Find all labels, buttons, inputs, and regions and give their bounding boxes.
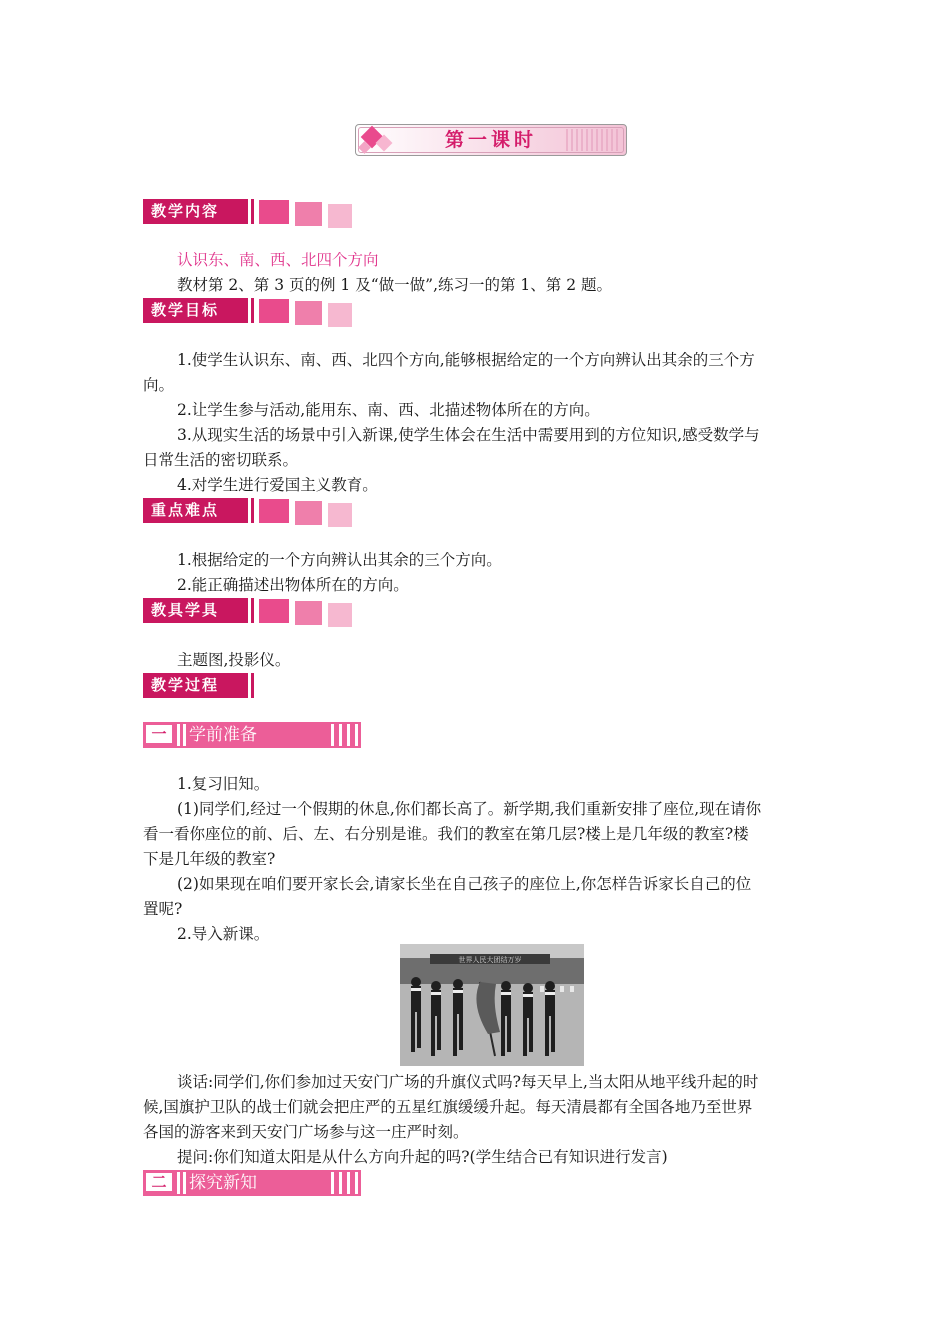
- label-decoration-block: [259, 299, 289, 323]
- body-line: (2)如果现在咱们要开家长会,请家长坐在自己孩子的座位上,你怎样告诉家长自己的位: [177, 875, 752, 893]
- goal-line: 向。: [143, 376, 175, 394]
- label-decoration-block: [295, 301, 322, 325]
- tools-text: 主题图,投影仪。: [177, 651, 291, 669]
- label-decoration-block: [259, 599, 289, 623]
- label-decoration-block: [295, 601, 322, 625]
- body-line: 提问:你们知道太阳是从什么方向升起的吗?(学生结合已有知识进行发言): [177, 1148, 668, 1166]
- section-label-goals: 教学目标: [143, 298, 251, 323]
- body-line: (1)同学们,经过一个假期的休息,你们都长高了。新学期,我们重新安排了座位,现在请你: [177, 800, 762, 818]
- body-line: 1.复习旧知。: [177, 775, 270, 793]
- goal-line: 2.让学生参与活动,能用东、南、西、北描述物体所在的方向。: [177, 401, 600, 419]
- part-number: 二: [145, 1172, 173, 1192]
- section-label-tools: 教具学具: [143, 598, 251, 623]
- label-decoration-block: [259, 499, 289, 523]
- part-title: 探究新知: [189, 1173, 257, 1193]
- content-heading: 认识东、南、西、北四个方向: [177, 251, 379, 269]
- lesson-title: 第一课时: [444, 129, 537, 151]
- part-heading-bar: [143, 1170, 361, 1196]
- label-decoration-block: [328, 603, 352, 627]
- body-line: 候,国旗护卫队的战士们就会把庄严的五星红旗缓缓升起。每天清晨都有全国各地乃至世界: [143, 1098, 753, 1116]
- part-heading-bar: [143, 722, 361, 748]
- body-line: 下是几年级的教室?: [143, 850, 276, 868]
- goal-line: 日常生活的密切联系。: [143, 451, 299, 469]
- keypoint-line: 1.根据给定的一个方向辨认出其余的三个方向。: [177, 551, 502, 569]
- gate-sign-text: 世界人民大团结万岁: [458, 956, 522, 964]
- body-line: 看一看你座位的前、后、左、右分别是谁。我们的教室在第几层?楼上是几年级的教室?楼: [143, 825, 749, 843]
- label-decoration-block: [295, 501, 322, 525]
- lesson-title-banner: [355, 124, 627, 156]
- flag-guard-photo: [400, 944, 584, 1066]
- body-line: 各国的游客来到天安门广场参与这一庄严时刻。: [143, 1123, 469, 1141]
- part-title: 学前准备: [189, 725, 257, 745]
- body-line: 置呢?: [143, 900, 183, 918]
- section-label-keypoints: 重点难点: [143, 498, 251, 523]
- label-decoration-block: [328, 303, 352, 327]
- goal-line: 4.对学生进行爱国主义教育。: [177, 476, 378, 494]
- goal-line: 3.从现实生活的场景中引入新课,使学生体会在生活中需要用到的方位知识,感受数学与: [177, 426, 760, 444]
- content-text: 教材第 2、第 3 页的例 1 及“做一做”,练习一的第 1、第 2 题。: [177, 276, 613, 294]
- label-decoration-block: [295, 202, 322, 226]
- label-decoration-block: [328, 204, 352, 228]
- label-decoration-block: [259, 200, 289, 224]
- part-number: 一: [145, 724, 173, 744]
- section-label-content: 教学内容: [143, 199, 251, 224]
- keypoint-line: 2.能正确描述出物体所在的方向。: [177, 576, 409, 594]
- section-label-process: 教学过程: [143, 673, 251, 698]
- body-line: 谈话:同学们,你们参加过天安门广场的升旗仪式吗?每天早上,当太阳从地平线升起的时: [177, 1073, 759, 1091]
- label-decoration-block: [328, 503, 352, 527]
- body-line: 2.导入新课。: [177, 925, 270, 943]
- goal-line: 1.使学生认识东、南、西、北四个方向,能够根据给定的一个方向辨认出其余的三个方: [177, 351, 755, 369]
